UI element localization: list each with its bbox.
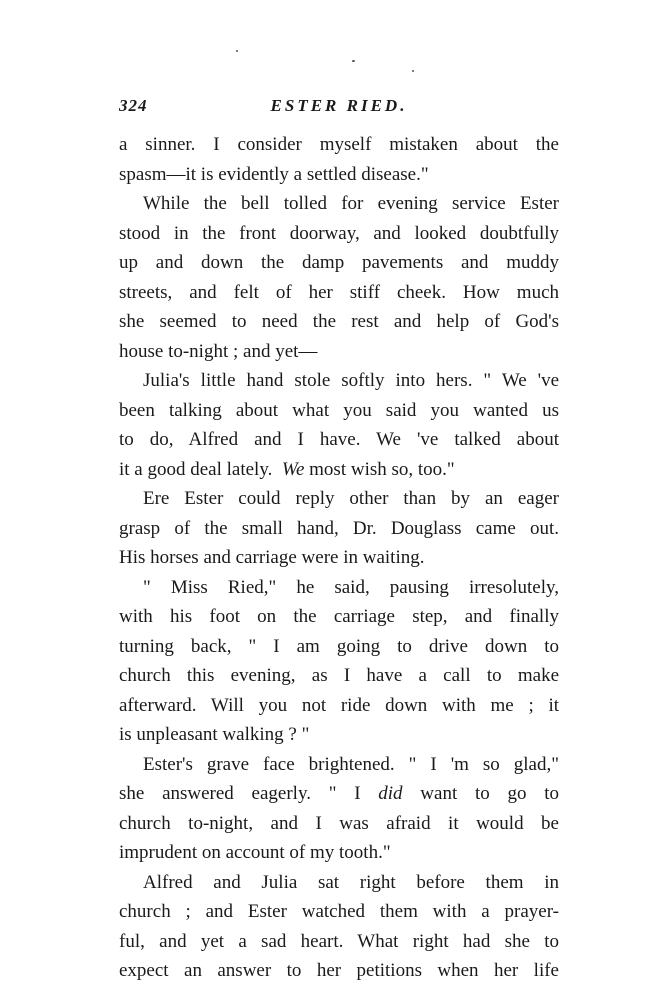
text-line: stood in the front doorway, and looked doubtfully bbox=[119, 222, 559, 244]
text-line: His horses and carriage were in waiting. bbox=[119, 547, 425, 568]
text-line: house to-night ; and yet— bbox=[119, 340, 318, 362]
text-run: most wish so, too." bbox=[304, 458, 455, 480]
running-head: ESTER RIED. bbox=[270, 96, 408, 115]
text-line: Ere Ester could reply other than by an eager bbox=[143, 488, 559, 509]
italic-emphasis: did bbox=[378, 783, 403, 804]
text-line: up and down the damp pavements and muddy bbox=[119, 252, 559, 273]
text-run: she answered eagerly. " I bbox=[119, 783, 379, 804]
text-line: church this evening, as I have a call to make bbox=[119, 665, 559, 686]
page-number: 324 bbox=[119, 96, 148, 115]
text-line: turning back, " I am going to drive down to bbox=[119, 635, 559, 657]
text-run: it a good deal lately. bbox=[119, 458, 273, 480]
text-line: spasm—it is evidently a settled disease." bbox=[119, 163, 429, 185]
text-line: Alfred and Julia sat right before them in bbox=[143, 871, 559, 893]
text-line-emphasis bbox=[119, 455, 559, 485]
text-line: grasp of the small hand, Dr. Douglass came out. bbox=[119, 517, 559, 539]
print-speck bbox=[412, 70, 414, 72]
text-line: is unpleasant walking ? " bbox=[119, 724, 310, 745]
text-line: afterward. Will you not ride down with me ; it bbox=[119, 694, 559, 716]
text-line: " Miss Ried," he said, pausing irresolutely, bbox=[143, 576, 559, 598]
text-line: with his foot on the carriage step, and finally bbox=[119, 606, 559, 627]
body-text bbox=[119, 130, 559, 986]
text-line: expect an answer to her petitions when her life bbox=[119, 960, 559, 981]
page-header bbox=[119, 96, 559, 126]
text-line: ful, and yet a sad heart. What right had she to bbox=[119, 930, 559, 952]
print-speck bbox=[352, 60, 355, 62]
italic-emphasis: We bbox=[281, 458, 305, 480]
text-line: church ; and Ester watched them with a prayer- bbox=[119, 901, 559, 922]
text-run: want to go to bbox=[402, 783, 559, 804]
text-line: she seemed to need the rest and help of God's bbox=[119, 311, 559, 332]
text-line: imprudent on account of my tooth." bbox=[119, 842, 391, 863]
print-speck bbox=[236, 50, 238, 52]
text-line: While the bell tolled for evening service Ester bbox=[143, 193, 559, 214]
text-line: Ester's grave face brightened. " I 'm so glad," bbox=[143, 753, 559, 775]
text-line: to do, Alfred and I have. We 've talked about bbox=[119, 429, 559, 450]
text-line: church to-night, and I was afraid it would be bbox=[119, 812, 559, 834]
text-line: streets, and felt of her stiff cheek. How much bbox=[119, 281, 559, 303]
text-line: Julia's little hand stole softly into hers. " We 've bbox=[143, 370, 559, 391]
text-line: been talking about what you said you wanted us bbox=[119, 399, 559, 421]
text-line-emphasis bbox=[119, 779, 559, 809]
text-line: a sinner. I consider myself mistaken about the bbox=[119, 134, 559, 155]
